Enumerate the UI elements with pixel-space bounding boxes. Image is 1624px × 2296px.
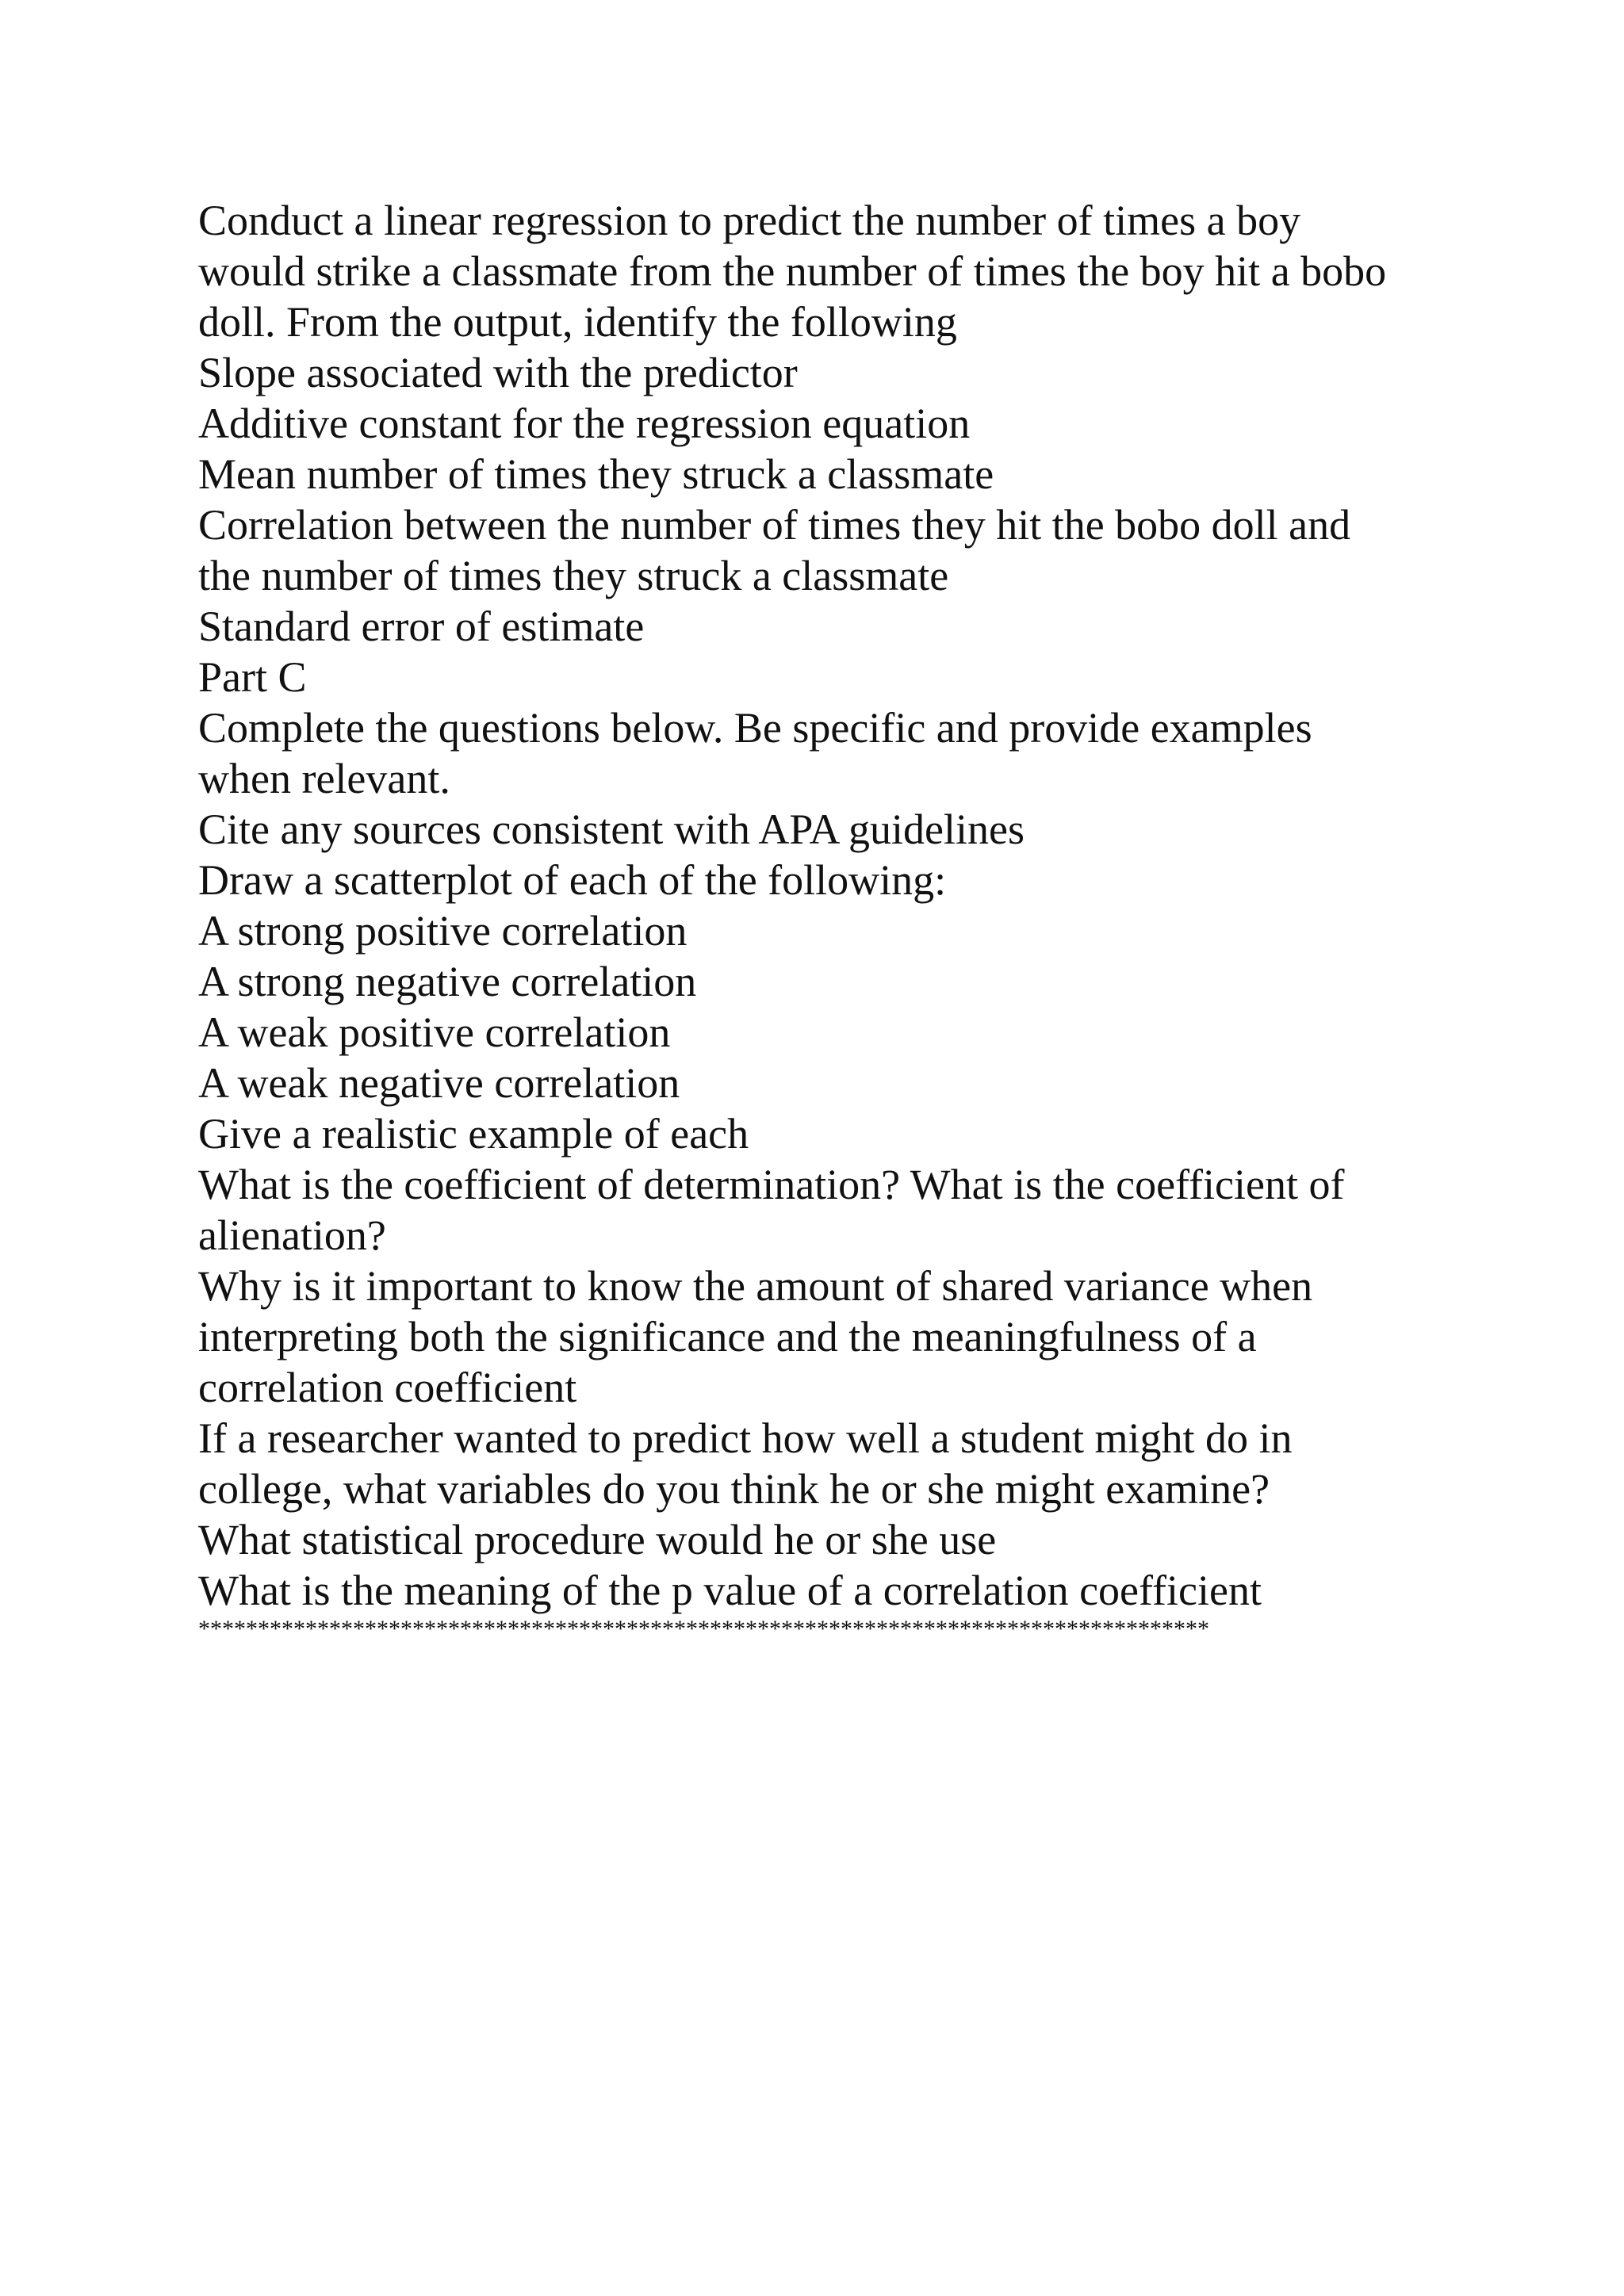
text-line: Draw a scatterplot of each of the following: xyxy=(198,856,947,904)
asterisk-separator: ************************************************************************************* xyxy=(198,1616,1209,1642)
text-line: If a researcher wanted to predict how well a student might do in xyxy=(198,1414,1293,1462)
text-line: Complete the questions below. Be specific and provide examples xyxy=(198,704,1312,752)
text-line: A strong negative correlation xyxy=(198,958,697,1005)
text-line: What statistical procedure would he or she use xyxy=(198,1516,997,1563)
text-line: would strike a classmate from the number of times the boy hit a bobo xyxy=(198,247,1387,295)
text-line: alienation? xyxy=(198,1211,386,1259)
text-line: Cite any sources consistent with APA guidelines xyxy=(198,806,1025,853)
text-line: Standard error of estimate xyxy=(198,603,645,650)
text-line: Slope associated with the predictor xyxy=(198,349,798,396)
text-line: Additive constant for the regression equation xyxy=(198,400,971,447)
text-line: when relevant. xyxy=(198,755,450,802)
text-line: doll. From the output, identify the following xyxy=(198,298,957,346)
text-line: What is the meaning of the p value of a correlation coefficient xyxy=(198,1567,1262,1614)
text-line: the number of times they struck a classmate xyxy=(198,552,949,599)
section-heading: Part C xyxy=(198,653,307,701)
text-line: What is the coefficient of determination? What is the coefficient of xyxy=(198,1161,1345,1208)
text-line: Correlation between the number of times they hit the bobo doll and xyxy=(198,501,1351,549)
text-line: A weak positive correlation xyxy=(198,1008,671,1056)
text-line: college, what variables do you think he or she might examine? xyxy=(198,1465,1270,1513)
text-line: Conduct a linear regression to predict the number of times a boy xyxy=(198,197,1301,244)
text-line: A strong positive correlation xyxy=(198,907,688,955)
text-line: Why is it important to know the amount of shared variance when xyxy=(198,1262,1313,1310)
text-line: Give a realistic example of each xyxy=(198,1110,749,1158)
text-line: correlation coefficient xyxy=(198,1364,577,1411)
text-line: A weak negative correlation xyxy=(198,1059,680,1107)
document-body xyxy=(198,195,1435,1643)
text-line: Mean number of times they struck a classmate xyxy=(198,450,994,498)
text-line: interpreting both the significance and the meaningfulness of a xyxy=(198,1313,1257,1360)
